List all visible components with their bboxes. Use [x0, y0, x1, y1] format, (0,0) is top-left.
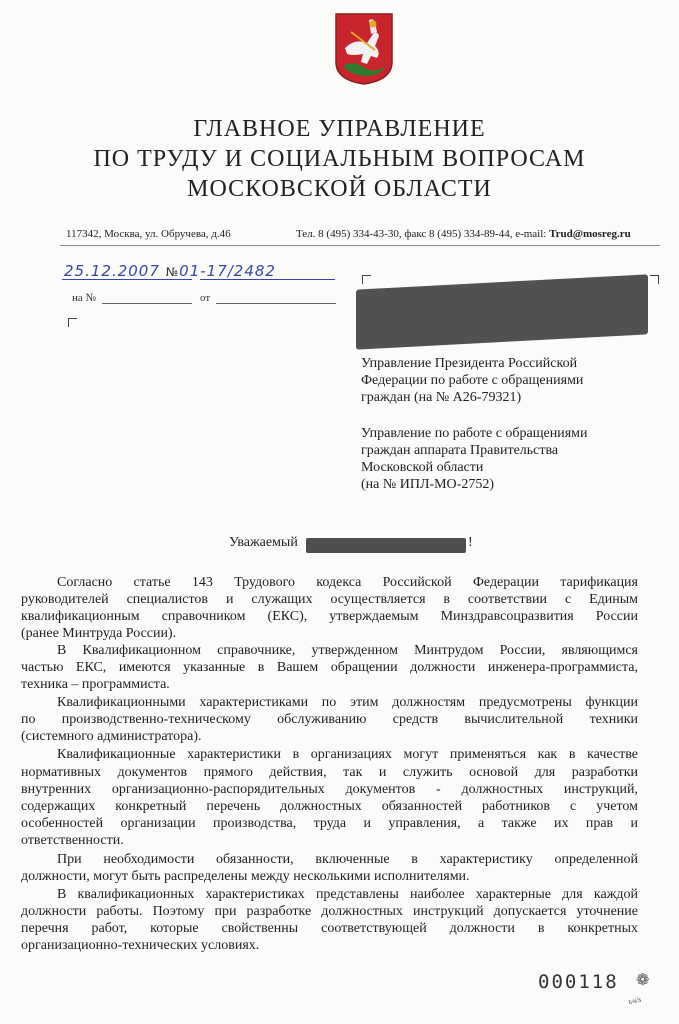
title-line-3: МОСКОВСКОЙ ОБЛАСТИ: [187, 176, 492, 202]
handwritten-reference: [64, 262, 276, 280]
email-address: Trud@mosreg.ru: [549, 228, 631, 240]
handwritten-number: 01-17/2482: [179, 262, 276, 280]
body-line: (ранее Минтруда России).: [21, 626, 177, 641]
recipient-block-1: [361, 355, 583, 406]
recipient-line: граждан аппарата Правительства: [361, 443, 559, 458]
body-line: техника – программиста.: [21, 677, 170, 692]
address-corner-mark-left: [362, 275, 371, 284]
recipient-block-2: [361, 425, 588, 493]
organization-contacts: [296, 228, 631, 240]
body-line: частью ЕКС, имеются указанные в Вашем обращении должности инженера-программиста,: [21, 660, 638, 675]
recipient-line: (на № ИПЛ-МО-2752): [361, 477, 494, 492]
incoming-date-blank: [216, 303, 336, 304]
redacted-name: [306, 538, 466, 553]
handwritten-initials: ъч/s: [627, 994, 643, 1007]
body-line: по производственно-техническому обслуживанию средств вычислительной техники: [21, 712, 638, 727]
body-line: При необходимости обязанности, включенные в характеристику определенной: [57, 852, 638, 867]
body-line: В Квалификационном справочнике, утвержденном Минтрудом России, являющимся: [57, 643, 638, 658]
greeting-prefix: Уважаемый: [229, 535, 298, 550]
body-line: должности, могут быть распределены между несколькими исполнителями.: [21, 869, 470, 884]
body-line: квалификационным справочником (ЕКС), утверждаемым Минздравсоцразвития России: [21, 609, 638, 624]
body-line: (системного администратора).: [21, 729, 202, 744]
body-line: Квалификационные характеристики в организациях могут применяться как в качестве: [57, 747, 638, 762]
title-line-2: ПО ТРУДУ И СОЦИАЛЬНЫМ ВОПРОСАМ: [93, 146, 586, 172]
phone-fax-label: Тел. 8 (495) 334-43-30, факс 8 (495) 334-89-44, e-mail:: [296, 228, 547, 240]
body-line: Квалификационными характеристиками по этим должностям предусмотрены функции: [57, 695, 638, 710]
body-line: содержащих конкретный перечень должностных обязанностей работников с учетом: [21, 799, 638, 814]
recipient-line: Управление по работе с обращениями: [361, 426, 588, 441]
date-underline: [62, 279, 192, 280]
header-divider: [60, 245, 660, 246]
recipient-line: Московской области: [361, 460, 484, 475]
stamp-mark-icon: ❁: [636, 972, 650, 989]
moscow-region-coat-of-arms: [333, 10, 395, 86]
handwritten-date: 25.12.2007: [64, 262, 160, 280]
body-line: ответственности.: [21, 833, 124, 848]
body-line: руководителей специалистов и служащих осуществляется в соответствии с Единым: [21, 592, 638, 607]
greeting-suffix: !: [468, 535, 473, 550]
incoming-date-label: от: [200, 292, 211, 304]
document-serial-number: 000118: [538, 971, 619, 993]
organization-address: 117342, Москва, ул. Обручева, д.46: [66, 228, 231, 240]
recipient-line: Федерации по работе с обращениями: [361, 373, 584, 388]
body-line: нормативных документов прямого действия, так и служить основой для разработки: [21, 765, 638, 780]
body-line: особенностей организации производства, труда и управления, а также их прав и: [21, 816, 638, 831]
body-line: Согласно статье 143 Трудового кодекса Российской Федерации тарификация: [57, 575, 638, 590]
incoming-number-blank: [102, 303, 192, 304]
left-corner-mark: [68, 318, 77, 327]
body-line: должности работы. Поэтому при разработке должностных инструкций допускается уточнение: [21, 904, 638, 919]
recipient-line: Управление Президента Российской: [361, 356, 578, 371]
body-line: внутренних организационно-распорядительных документов - должностных инструкций,: [21, 782, 638, 797]
number-sign: №: [165, 265, 180, 279]
body-line: организационно-технических условиях.: [21, 938, 260, 953]
body-line: перечня работ, которые свойственны соответствующей должности в конкретных: [21, 921, 638, 936]
recipient-line: граждан (на № А26-79321): [361, 390, 522, 405]
title-line-1: ГЛАВНОЕ УПРАВЛЕНИЕ: [193, 116, 486, 142]
redacted-addressee: [356, 274, 648, 349]
body-line: В квалификационных характеристиках представлены наиболее характерные для каждой: [57, 887, 638, 902]
number-underline: [200, 279, 335, 280]
incoming-number-label: на №: [72, 292, 97, 304]
address-corner-mark-right: [650, 275, 659, 284]
